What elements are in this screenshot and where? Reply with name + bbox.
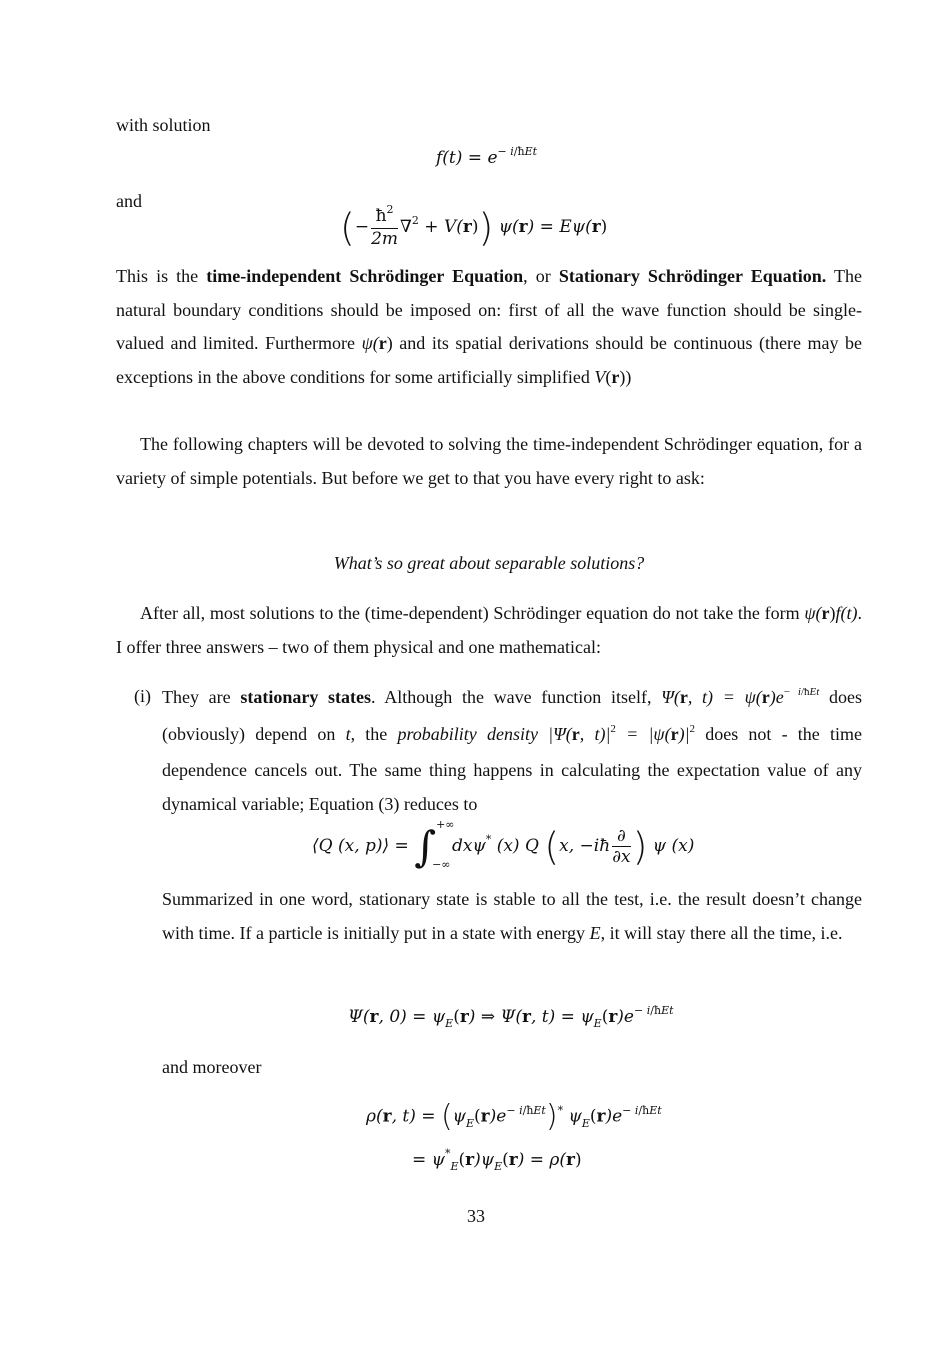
tise-nabla: ∇ [400,217,412,237]
state-exp-den: ħ [653,1004,662,1017]
rho-c: ψ [452,1106,466,1127]
rho2-b: ( [458,1150,466,1170]
state-c-2: ( [601,1007,609,1027]
tise-rhs-close: ) [600,217,608,237]
int-lower: −∞ [432,857,451,871]
p1-bold-tise: time-independent Schrödinger Equation [206,266,524,286]
i1-exp-minus: − [783,686,798,698]
i1-exp-num: i [797,686,801,698]
i1-r: r [679,687,688,707]
i1-r-3: r [571,723,580,744]
rho2-star: * [444,1147,451,1160]
p1-text-3: The natural boundary conditions should be imposed on: first of all the wave function should be single-valued and limited. Furthermore [116,266,862,353]
int-upper: +∞ [436,817,455,831]
p1-r: r [378,333,387,353]
p1-psi: ψ( [361,333,379,353]
p1-bold-stationary: Stationary Schrödinger Equation. [558,266,827,286]
tise-nabla-sq: 2 [411,214,419,227]
paragraph-after-all [116,597,862,664]
expect-star: * [485,833,492,846]
and-moreover-text: and moreover [162,1057,262,1077]
equation-rho-line-2 [412,1148,582,1174]
state-e: , t) = ψ [531,1007,594,1027]
i1-eq-mid: , t) = ψ( [687,687,762,707]
rho-exp-num-2: i [634,1103,639,1117]
paragraph-summarized [162,883,862,950]
p3-r: r [821,603,830,623]
state-r-2: r [459,1007,469,1027]
integral-limits [432,817,455,871]
p3-text-2: ) [829,603,836,623]
partial-fraction [612,826,630,867]
rho2-b-2: ( [502,1150,509,1170]
i1-Psi: Ψ( [661,687,680,707]
p1-text-2: , or [523,266,559,286]
rho-d-2: ( [589,1106,597,1127]
tise-r-3: r [591,217,601,237]
state-exp-num: i [646,1004,651,1017]
list-item-label: (i) [134,686,151,706]
rho2-r-3: r [566,1150,576,1170]
tise-r: r [462,217,472,237]
rho-exp-num: i [519,1103,523,1117]
state-a: Ψ( [348,1007,370,1027]
p1-text-1: This is the [116,266,207,286]
state-sub-2: E [593,1017,602,1030]
rho2-sub-2: E [494,1160,503,1173]
eq-f-exp-den: ħ [517,145,525,158]
tise-r-2: r [518,217,528,237]
p4-text-2: , it will stay there all the time, i.e. [600,922,843,943]
i1-text-2: . Although the wave function itself, [371,687,662,707]
tise-fraction [371,203,399,249]
i1-text-3: does (obviously) depend on [162,687,862,744]
i1-r-2: r [761,687,770,707]
eq-f-exp-num: i [510,145,514,158]
expect-inner: x, −iħ [559,836,611,856]
rho-f: ψ [563,1106,582,1127]
rho2-r: r [465,1150,475,1170]
rho-e: )e [489,1106,507,1127]
rho2-d: ) = ρ( [517,1150,567,1170]
partial-num: ∂ [612,826,630,847]
tise-plus-v: + V( [418,217,463,237]
i1-sq: 2 [610,722,616,735]
p3-text-3: . I offer three answers – two of them physical and one mathematical: [116,603,862,657]
and-text: and [116,191,142,211]
p1-text-5: ( [605,366,612,387]
rho-exp-minus-2: − [622,1103,635,1117]
page [116,0,862,1346]
rho-exp-minus: − [506,1103,520,1117]
state-b: , 0) = ψ [378,1007,446,1027]
i1-abs-Psi: |Ψ( [537,723,572,744]
rho-star: * [557,1103,564,1117]
tise-close: ) [471,217,479,237]
tise-hbar-sq: 2 [386,203,394,216]
rho2-a: = ψ [412,1150,445,1170]
state-d: ) ⇒ Ψ( [468,1007,523,1027]
state-r: r [369,1007,379,1027]
rho-r-2: r [480,1106,490,1127]
eq-f-exp-minus: − [497,145,511,158]
state-r-4: r [608,1007,618,1027]
tise-rhs: ) = Eψ( [527,217,592,237]
rho2-c: )ψ [474,1150,495,1170]
i1-abs-close-2: )| [678,723,690,744]
equation-state-evolution: Ψ(r, $0) = \psi_E(r)$ ⇒ Ψ(r, $t) = \psi_E(r)e^{- i/ħEt}$ [348,1004,674,1030]
eq-f-exp-tail: Et [524,145,538,158]
state-exp-minus: − [634,1004,647,1017]
p4-text-1: Summarized in one word, stationary state is stable to all the test, i.e. the result doesn’t change with time. If a particle is initially put in a state with energy [162,889,862,943]
p1-r-2: r [611,366,620,387]
rho2-sub: E [450,1160,459,1173]
rho-b: , t) = [391,1106,441,1127]
rho-sub-2: E [581,1116,590,1130]
paragraph-following-chapters: The following chapters will be devoted to solving the time-independent Schrödinger equation, for a variety of simple potentials. But before we get to that you have every right to ask: [116,434,862,488]
p1-text-4: ) and its spatial derivations should be continuous (there may be exceptions in the above conditions for some artificially simplified [116,333,862,387]
p4-e: E [589,922,601,943]
equation-f-t: $f(t) = e^{- i/ħEt}$ [436,145,538,168]
equation-tise: (− $\frac{ħ^2}{2m}$ ∇$^2$ + V(r)) ψ(r) = Eψ(r) [340,203,608,250]
i1-text-6: does not - the time dependence cancels out. The same thing happens in calculating the expectation value of any dynamical variable; Equation (3) reduces to [162,723,862,814]
rho2-r-2: r [508,1150,518,1170]
rho-r-3: r [596,1106,606,1127]
rho-a: ρ( [366,1106,383,1127]
equation-rho-line-1: ρ(r, $t) = (\psi_E(r)e^{- i/ħEt})^*$ $\psi_E(r)e^{- i/ħEt}$ [366,1099,662,1134]
eq-f-lhs: f(t) = e [436,148,498,168]
i1-probability-density: probability density [397,723,538,744]
tise-hbar: ħ [375,206,387,226]
rho-e-2: )e [605,1106,623,1127]
p1-v: V [594,366,606,387]
tise-2m: 2m [371,229,399,249]
i1-abs-close: , t)| [579,723,611,744]
p3-text-1: After all, most solutions to the (time-dependent) Schrödinger equation do not take the form [140,603,805,623]
partial-den: ∂x [612,847,631,867]
state-r-3: r [522,1007,531,1027]
state-c: ( [453,1007,460,1027]
i1-exp-tail: Et [809,686,820,698]
i1-t: t [345,723,351,744]
page-number: 33 [467,1206,485,1226]
expect-tail: ψ (x) [647,836,695,856]
p3-ft: f(t) [835,603,858,623]
rho-r: r [382,1106,392,1127]
tise-minus: − [354,217,370,237]
rho-d: ( [474,1106,481,1127]
i1-e: )e [769,687,784,707]
rho2-e: ) [575,1150,582,1170]
with-solution-text: with solution [116,115,211,135]
i1-sq-2: 2 [689,722,696,735]
i1-abs-psi: = |ψ( [615,723,671,744]
state-sub: E [445,1017,454,1030]
expect-body-2: (x) Q [491,836,539,856]
i1-bold-stationary: stationary states [240,687,372,707]
rho-exp-tail: Et [533,1103,546,1117]
i1-text-4: , the [350,723,398,744]
p3-psi: ψ( [804,603,822,623]
i1-exp-den: ħ [804,686,810,698]
expect-lhs: ⟨Q (x, p)⟩ = [312,836,409,856]
state-exp-tail: Et [661,1004,674,1017]
rho-sub: E [466,1116,475,1130]
integral-sign: ∫ [414,821,437,871]
rho-exp-den: ħ [526,1103,534,1117]
rho-exp-den-2: ħ [642,1103,650,1117]
i1-text-1: They are [162,687,241,707]
equation-expectation: ⟨Q (x, p)⟩ = ∫ +∞ −∞ dxψ* (x) Q (x, −iħ $\frac{\partial}{\partial x}$ ) ψ (x) [312,826,694,867]
p1-text-6: )) [619,366,632,387]
expect-body-1: dxψ [446,836,486,856]
paragraph-tise-description [116,260,862,394]
state-f: )e [617,1007,634,1027]
i1-r-4: r [670,723,679,744]
question-heading: What’s so great about separable solutions? [333,553,645,573]
rho-exp-tail-2: Et [649,1103,662,1117]
tise-psi: ψ( [493,217,519,237]
list-item-stationary-states: They are stationary states. Although the wave function itself, Ψ(r, $t) = \psi(r)e^{- i/ħEt}$ does (obviously) depend on t, the probability density |Ψ(r, $t)|^2 = |\psi(r)|^2$ does not - the time dependence cancels out. The same thing happens in calculating the expectation value of any dynamical variable; Equation (3) reduces to [162,686,862,814]
